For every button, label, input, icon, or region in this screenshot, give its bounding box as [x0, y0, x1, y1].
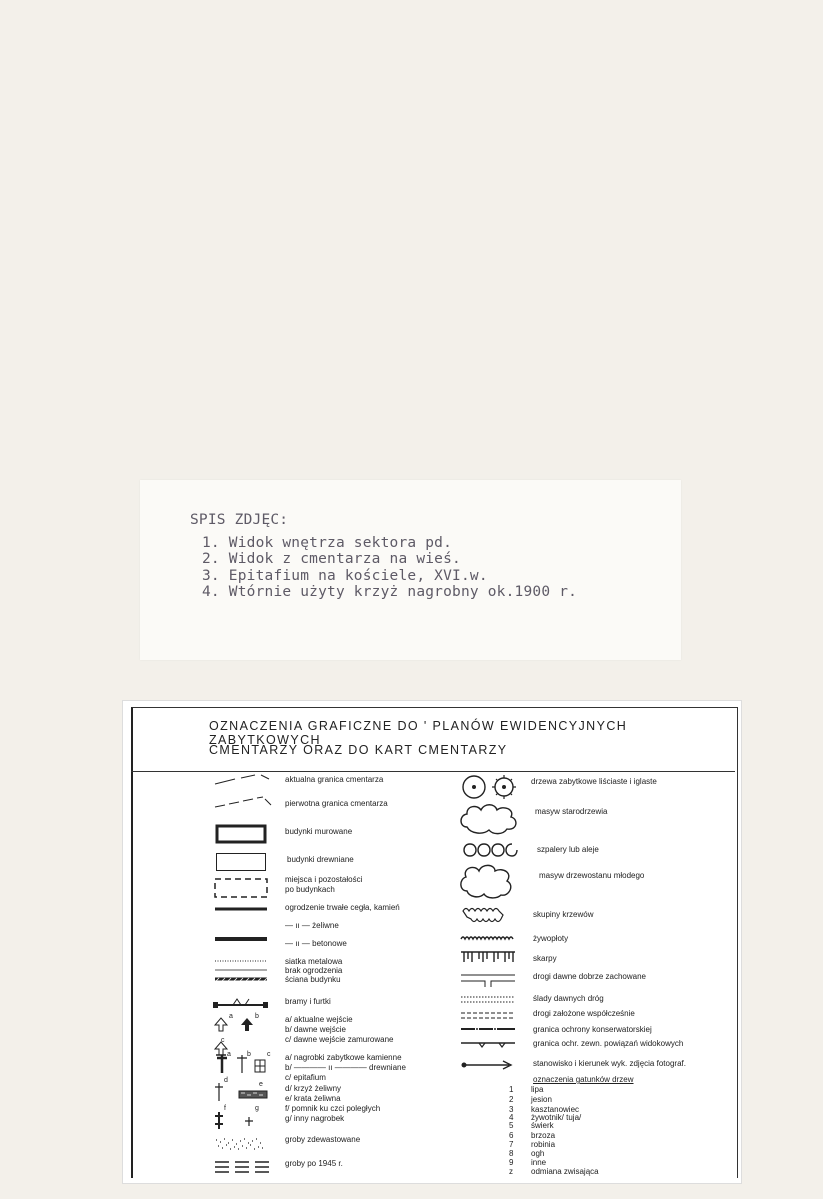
conservation-boundary-symbol	[459, 1025, 519, 1033]
brick-building-symbol	[215, 824, 267, 844]
wooden-building-symbol	[215, 852, 267, 872]
tree-alley-symbol	[459, 841, 519, 859]
shrubs-symbol	[459, 905, 519, 927]
view-boundary-symbol	[459, 1037, 519, 1049]
photo-list-item: 3. Epitafium na kościele, XVI.w.	[202, 568, 488, 584]
legend-label: b/ ———— ıı ———— drewniane	[285, 1063, 406, 1072]
gravestone-symbols	[213, 1053, 273, 1075]
historic-trees-symbol	[461, 773, 521, 801]
legend-label: miejsca i pozostałości	[285, 875, 363, 884]
legend-label: budynki murowane	[285, 827, 353, 836]
tree-number: 9	[509, 1158, 514, 1167]
legend-label: c/ dawne wejście zamurowane	[285, 1035, 394, 1044]
tree-species: kasztanowiec	[531, 1105, 580, 1114]
legend-label: szpalery lub aleje	[537, 845, 599, 854]
legend-label: masyw starodrzewia	[535, 807, 608, 816]
legend-label: a/ nagrobki zabytkowe kamienne	[285, 1053, 402, 1062]
concrete-fence-symbol	[213, 935, 269, 943]
photo-list-title: SPIS ZDJĘC:	[190, 512, 289, 528]
legend-label: — ıı — żeliwne	[285, 921, 339, 930]
symbol-letter: b	[247, 1051, 251, 1058]
legend-label: drzewa zabytkowe liściaste i iglaste	[531, 777, 657, 786]
legend-label: b/ dawne wejście	[285, 1025, 346, 1034]
legend-title-line1: OZNACZENIA GRAFICZNE DO ' PLANÓW EWIDENCYJNYCH ZABYTKOWYCH	[209, 719, 628, 747]
devastated-graves-symbol	[213, 1137, 269, 1151]
tree-number: 6	[509, 1131, 514, 1140]
road-traces-symbol	[459, 994, 519, 1004]
tree-number: 5	[509, 1121, 514, 1130]
legend-label: skarpy	[533, 954, 557, 963]
hedge-symbol	[459, 933, 519, 943]
legend-label: — ıı — betonowe	[285, 939, 347, 948]
legend-label: a/ aktualne wejście	[285, 1015, 353, 1024]
tree-species: ogh	[531, 1149, 545, 1158]
legend-label: groby po 1945 r.	[285, 1159, 343, 1168]
gate-symbol	[211, 995, 271, 1011]
legend-label: granica ochr. zewn. powiązań widokowych	[533, 1039, 684, 1048]
symbol-letter: g	[255, 1105, 259, 1112]
legend-label: ściana budynku	[285, 975, 341, 984]
photo-list-card	[140, 480, 681, 660]
memorial-symbols	[211, 1109, 281, 1131]
modern-roads-symbol	[459, 1010, 519, 1020]
tree-number: 2	[509, 1095, 514, 1104]
photo-list-item: 4. Wtórnie użyty krzyż nagrobny ok.1900 r.	[202, 584, 578, 600]
symbol-letter: c	[221, 1037, 225, 1044]
symbol-letter: a	[229, 1013, 233, 1020]
symbol-letter: f	[224, 1105, 226, 1112]
legend-label: g/ inny nagrobek	[285, 1114, 345, 1123]
tree-number: 7	[509, 1140, 514, 1149]
legend-label: groby zdewastowane	[285, 1135, 361, 1144]
legend-label: drogi założone współcześnie	[533, 1009, 635, 1018]
legend-label: budynki drewniane	[287, 855, 354, 864]
tree-number: 1	[509, 1085, 514, 1094]
symbol-letter: d	[224, 1077, 228, 1084]
metal-mesh-symbol	[213, 957, 269, 987]
tree-number: z	[509, 1167, 513, 1176]
cast-iron-cross-symbol	[211, 1081, 281, 1103]
photo-list-item: 1. Widok wnętrza sektora pd.	[202, 535, 453, 551]
post-1945-graves-symbol	[213, 1159, 273, 1175]
tree-species: żywotnik/ tuja/	[531, 1113, 582, 1122]
legend-label: aktualna granica cmentarza	[285, 775, 384, 784]
legend-label: granica ochrony konserwatorskiej	[533, 1025, 652, 1034]
legend-title-line2: CMENTARZY ORAZ DO KART CMENTARZY	[209, 743, 508, 757]
symbol-letter: a	[227, 1051, 231, 1058]
legend-label: po budynkach	[285, 885, 335, 894]
tree-species: brzoza	[531, 1131, 556, 1140]
permanent-fence-symbol	[213, 905, 269, 913]
old-roads-symbol	[459, 971, 519, 989]
photo-list-item: 2. Widok z cmentarza na wieś.	[202, 551, 461, 567]
legend-label: bramy i furtki	[285, 997, 331, 1006]
tree-number: 8	[509, 1149, 514, 1158]
young-tree-mass-symbol	[457, 861, 517, 901]
tree-species: odmiana zwisająca	[531, 1167, 599, 1176]
symbol-letter: b	[255, 1013, 259, 1020]
legend-label: siatka metalowa	[285, 957, 343, 966]
legend-label: masyw drzewostanu młodego	[539, 871, 645, 880]
legend-divider	[131, 771, 735, 772]
legend-label: pierwotna granica cmentarza	[285, 799, 388, 808]
legend-label: ślady dawnych dróg	[533, 994, 604, 1003]
tree-number: 4	[509, 1113, 514, 1122]
tree-species: świerk	[531, 1121, 554, 1130]
legend-label: żywopłoty	[533, 934, 569, 943]
building-remains-symbol	[213, 877, 269, 899]
tree-species: lipa	[531, 1085, 544, 1094]
legend-label: skupiny krzewów	[533, 910, 594, 919]
legend-label: e/ krata żeliwna	[285, 1094, 341, 1103]
legend-label: stanowisko i kierunek wyk. zdjęcia fotograf.	[533, 1059, 686, 1068]
legend-label: c/ epitafium	[285, 1073, 326, 1082]
symbol-letter: c	[267, 1051, 271, 1058]
legend-label: ogrodzenie trwałe cegła, kamień	[285, 903, 400, 912]
symbol-letter: e	[259, 1081, 263, 1088]
legend-sheet	[122, 700, 742, 1184]
old-tree-mass-symbol	[457, 801, 521, 835]
legend-label: brak ogrodzenia	[285, 966, 343, 975]
legend-label: drogi dawne dobrze zachowane	[533, 972, 646, 981]
tree-species: jesion	[531, 1095, 552, 1104]
tree-species: inne	[531, 1158, 547, 1167]
slope-symbol	[459, 949, 519, 965]
tree-species: robinia	[531, 1140, 556, 1149]
legend-label: d/ krzyż żeliwny	[285, 1084, 342, 1093]
tree-number: 3	[509, 1105, 514, 1114]
legend-label: oznaczenia gatunków drzew	[533, 1075, 634, 1084]
original-boundary-symbol	[213, 793, 273, 809]
photo-position-symbol	[459, 1057, 519, 1071]
legend-label: f/ pomnik ku czci poległych	[285, 1104, 381, 1113]
current-boundary-symbol	[213, 773, 273, 787]
